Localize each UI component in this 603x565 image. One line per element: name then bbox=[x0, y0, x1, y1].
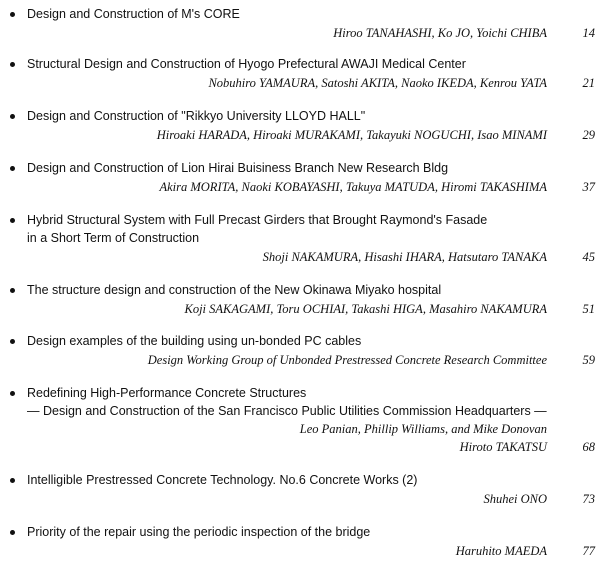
entry-title[interactable]: Intelligible Prestressed Concrete Technology. No.6 Concrete Works (2) bbox=[27, 473, 418, 487]
entry-title[interactable]: Design and Construction of Lion Hirai Buisiness Branch New Research Bldg bbox=[27, 161, 449, 175]
entry-page-number: 21 bbox=[582, 76, 595, 90]
entry-page-number: 68 bbox=[582, 440, 595, 454]
entry-title[interactable]: The structure design and construction of the New Okinawa Miyako hospital bbox=[27, 283, 442, 297]
entry-authors: Design Working Group of Unbonded Prestressed Concrete Research Committee bbox=[147, 353, 547, 367]
entry-authors: Shoji NAKAMURA, Hisashi IHARA, Hatsutaro TANAKA bbox=[262, 250, 547, 264]
bullet-icon bbox=[10, 288, 15, 293]
entry-title-continued[interactable]: — Design and Construction of the San Francisco Public Utilities Commission Headquarters — bbox=[27, 404, 547, 418]
entry-authors: Hiroo TANAHASHI, Ko JO, Yoichi CHIBA bbox=[333, 26, 547, 40]
bullet-icon bbox=[10, 530, 15, 535]
entry-page-number: 77 bbox=[582, 544, 595, 558]
bullet-icon bbox=[10, 62, 15, 67]
entry-authors: Haruhito MAEDA bbox=[455, 544, 547, 558]
bullet-icon bbox=[10, 114, 15, 119]
entry-title[interactable]: Design and Construction of "Rikkyo University LLOYD HALL" bbox=[27, 109, 366, 123]
entry-authors: Akira MORITA, Naoki KOBAYASHI, Takuya MATUDA, Hiromi TAKASHIMA bbox=[159, 180, 547, 194]
entry-page-number: 45 bbox=[582, 250, 595, 264]
bullet-icon bbox=[10, 478, 15, 483]
bullet-icon bbox=[10, 339, 15, 344]
entry-page-number: 14 bbox=[582, 26, 595, 40]
entry-page-number: 29 bbox=[582, 128, 595, 142]
entry-title[interactable]: Hybrid Structural System with Full Precast Girders that Brought Raymond's Fasade bbox=[27, 213, 488, 227]
entry-authors: Shuhei ONO bbox=[483, 492, 547, 506]
entry-title[interactable]: Redefining High-Performance Concrete Structures bbox=[27, 386, 307, 400]
entry-page-number: 37 bbox=[582, 180, 595, 194]
entry-title[interactable]: Structural Design and Construction of Hyogo Prefectural AWAJI Medical Center bbox=[27, 57, 466, 71]
entry-title[interactable]: Design and Construction of M's CORE bbox=[27, 7, 240, 21]
entry-authors: Hiroaki HARADA, Hiroaki MURAKAMI, Takayuki NOGUCHI, Isao MINAMI bbox=[156, 128, 547, 142]
bullet-icon bbox=[10, 391, 15, 396]
entry-page-number: 73 bbox=[582, 492, 595, 506]
entry-authors-continued: Hiroto TAKATSU bbox=[459, 440, 547, 454]
entry-title[interactable]: Design examples of the building using un-bonded PC cables bbox=[27, 334, 362, 348]
entry-authors: Nobuhiro YAMAURA, Satoshi AKITA, Naoko IKEDA, Kenrou YATA bbox=[208, 76, 547, 90]
bullet-icon bbox=[10, 218, 15, 223]
entry-title[interactable]: Priority of the repair using the periodic inspection of the bridge bbox=[27, 525, 371, 539]
entry-page-number: 51 bbox=[582, 302, 595, 316]
entry-page-number: 59 bbox=[582, 353, 595, 367]
bullet-icon bbox=[10, 12, 15, 17]
entry-title-continued[interactable]: in a Short Term of Construction bbox=[27, 231, 200, 245]
entry-authors: Koji SAKAGAMI, Toru OCHIAI, Takashi HIGA, Masahiro NAKAMURA bbox=[184, 302, 547, 316]
entry-authors: Leo Panian, Phillip Williams, and Mike Donovan bbox=[299, 422, 547, 436]
bullet-icon bbox=[10, 166, 15, 171]
